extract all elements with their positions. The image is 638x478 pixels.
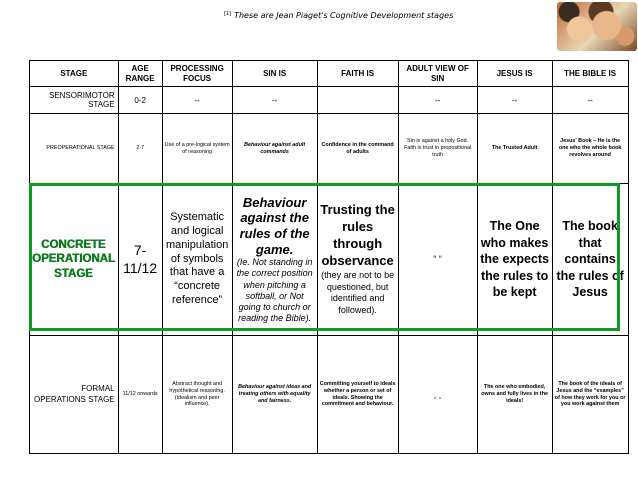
caption-text: These are Jean Piaget's Cognitive Development stages — [234, 11, 454, 20]
header-row — [30, 61, 629, 87]
faith-main: Trusting the rules through observance — [320, 202, 395, 269]
adult-view-cell: -- — [398, 87, 477, 114]
header-adult-view: ADULT VIEW OF SIN — [398, 61, 477, 87]
sin-cell: -- — [232, 87, 317, 114]
bible-cell: Jesus' Book – He is the one who the whole book revolves around — [552, 114, 628, 184]
concrete-operational-row — [30, 184, 629, 336]
sin-cell: Behaviour against ideas and treating others with equality and fairness. — [232, 336, 317, 454]
jesus-cell: -- — [477, 87, 552, 114]
processing-cell: Systematic and logical manipulation of symbols that have a “concrete reference” — [162, 184, 232, 336]
jesus-cell: The one who embodied, owns and fully lives in the ideals! — [477, 336, 552, 454]
faith-cell: Confidence in the command of adults — [317, 114, 398, 184]
sin-cell — [232, 184, 317, 336]
footnote-marker: [1] — [224, 11, 232, 17]
stage-cell: FORMAL OPERATIONS STAGE — [30, 336, 119, 454]
age-cell: 11/12 onwards — [118, 336, 162, 454]
faith-cell — [317, 87, 398, 114]
header-bible: THE BIBLE IS — [552, 61, 628, 87]
caption — [224, 11, 453, 20]
stage-cell: CONCRETE OPERATIONAL STAGE — [30, 184, 119, 336]
formal-operations-row — [30, 336, 629, 454]
sin-note: (Ie. Not standing in the correct position when pitching a softball, or Not going to church or reading the Bible). — [236, 257, 313, 323]
stage-cell: PREOPERATIONAL STAGE — [30, 114, 119, 184]
bible-cell: The book that contains the rules of Jesus — [552, 184, 628, 336]
bible-cell: The book of the ideals of Jesus and the “examples” of how they work for you or you work against them — [552, 336, 628, 454]
jesus-cell: The One who makes the expects the rules to be kept — [477, 184, 552, 336]
age-cell: 2-7 — [118, 114, 162, 184]
sin-cell: Behaviour against adult commands — [232, 114, 317, 184]
age-cell: 7-11/12 — [118, 184, 162, 336]
sensorimotor-row — [30, 87, 629, 114]
faith-note: (they are not to be questioned, but identified and followed). — [321, 269, 395, 315]
header-faith: FAITH IS — [317, 61, 398, 87]
header-processing: PROCESSING FOCUS — [162, 61, 232, 87]
header-jesus: JESUS IS — [477, 61, 552, 87]
sin-main: Behaviour against the rules of the game. — [239, 194, 310, 257]
processing-cell: -- — [162, 87, 232, 114]
adult-view-cell: “ “ — [398, 184, 477, 336]
preoperational-row — [30, 114, 629, 184]
jesus-cell: The Trusted Adult — [477, 114, 552, 184]
header-stage: STAGE — [30, 61, 119, 87]
stage-cell: SENSORIMOTOR STAGE — [30, 87, 119, 114]
processing-cell: Abstract thought and hypothetical reasoning. (Idealism and peer influence). — [162, 336, 232, 454]
bible-cell: -- — [552, 87, 628, 114]
children-photo — [557, 2, 637, 51]
header-sin: SIN IS — [232, 61, 317, 87]
faith-cell: Committing yourself to ideals whether a person or set of ideals. Showing the commitment and behaviour. — [317, 336, 398, 454]
header-age: AGE RANGE — [118, 61, 162, 87]
piaget-stages-table — [29, 60, 629, 454]
adult-view-cell: ¸ ¸ — [398, 336, 477, 454]
faith-cell — [317, 184, 398, 336]
age-cell: 0-2 — [118, 87, 162, 114]
processing-cell: Use of a pre-logical system of reasoning — [162, 114, 232, 184]
adult-view-cell: Sin is against a holy God. Faith is trust in propositional truth — [398, 114, 477, 184]
